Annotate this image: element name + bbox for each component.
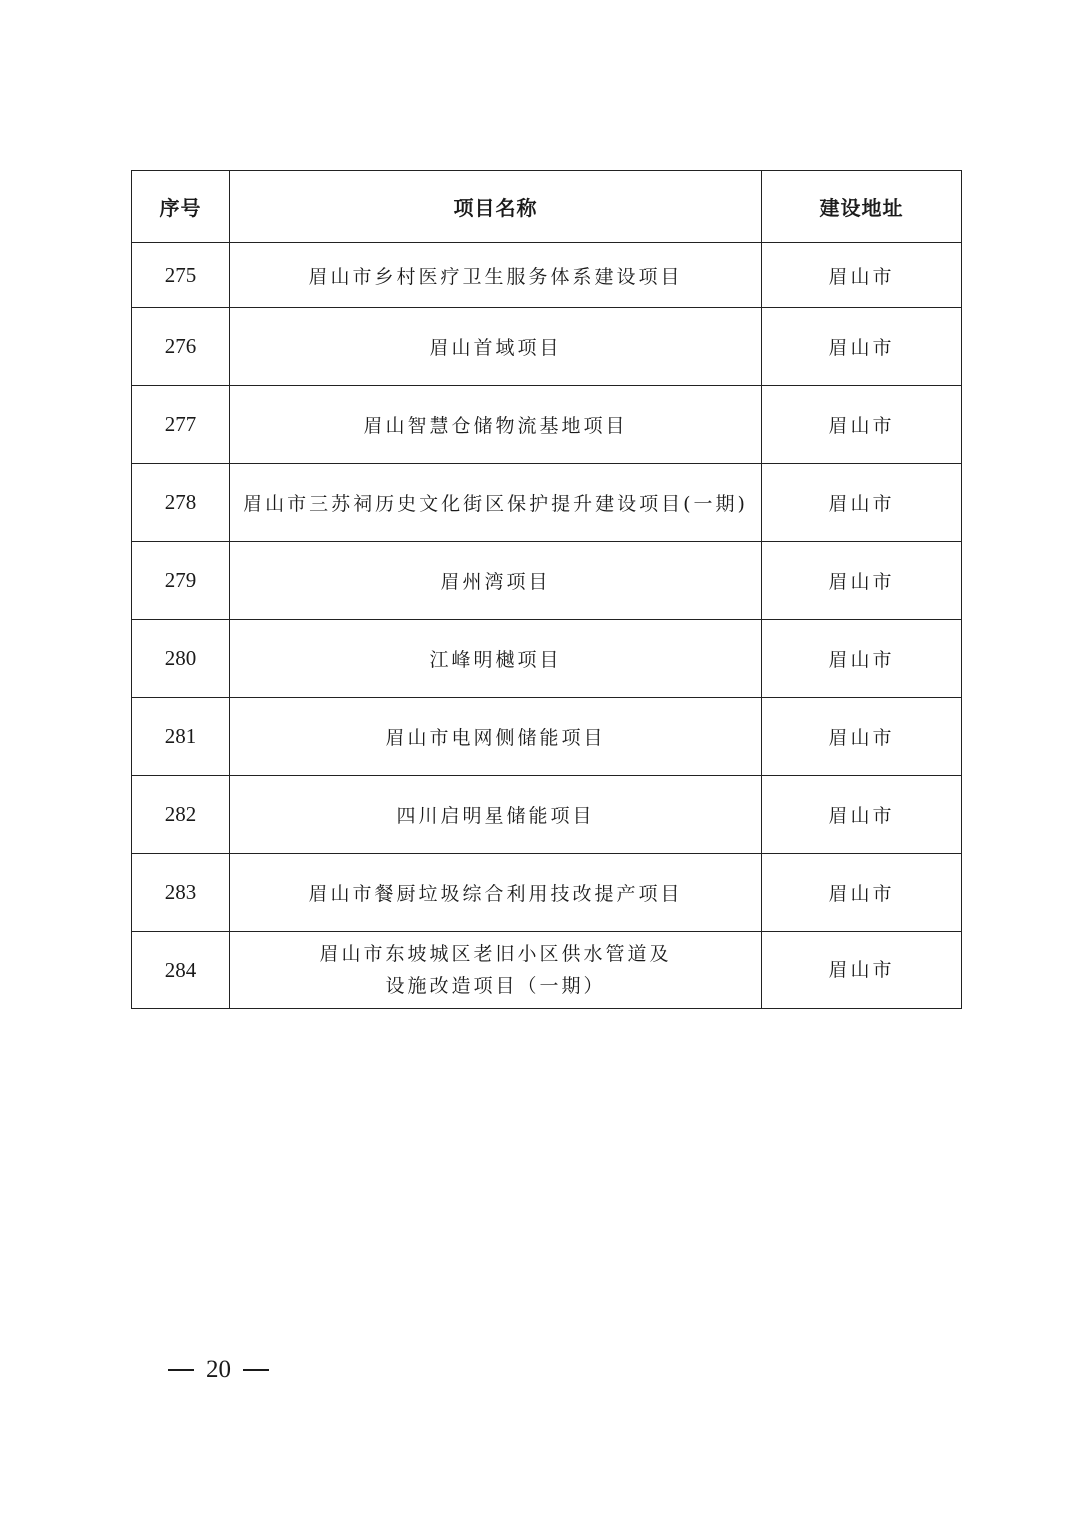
page-footer	[168, 1352, 269, 1388]
table-row	[132, 542, 962, 620]
project-name-line: 眉山市三苏祠历史文化街区保护提升建设项目(一期)	[243, 493, 748, 515]
row-project-name	[230, 932, 762, 1009]
row-location: 眉山市	[762, 776, 962, 854]
footer-dash-left	[168, 1369, 194, 1371]
project-table	[131, 170, 962, 1009]
project-name-line: 眉山智慧仓储物流基地项目	[363, 415, 628, 437]
row-location: 眉山市	[762, 620, 962, 698]
row-location: 眉山市	[762, 932, 962, 1009]
table-row	[132, 932, 962, 1009]
footer-dash-right	[243, 1369, 269, 1371]
project-name-line: 眉山首域项目	[429, 337, 562, 359]
row-serial-number: 282	[132, 776, 230, 854]
row-project-name	[230, 243, 762, 308]
row-project-name	[230, 776, 762, 854]
row-project-name	[230, 542, 762, 620]
row-location: 眉山市	[762, 308, 962, 386]
row-project-name	[230, 464, 762, 542]
row-serial-number: 283	[132, 854, 230, 932]
page-number: 20	[206, 1356, 231, 1383]
project-name-line: 眉山市电网侧储能项目	[385, 727, 606, 749]
project-name-line: 眉山市乡村医疗卫生服务体系建设项目	[308, 265, 683, 288]
row-project-name	[230, 308, 762, 386]
table-row	[132, 464, 962, 542]
table-row	[132, 698, 962, 776]
project-name-line: 眉州湾项目	[440, 571, 551, 593]
row-location: 眉山市	[762, 698, 962, 776]
row-project-name	[230, 386, 762, 464]
row-project-name	[230, 698, 762, 776]
table-row	[132, 308, 962, 386]
header-project-name: 项目名称	[230, 171, 762, 243]
table-row	[132, 620, 962, 698]
project-name-line: 眉山市餐厨垃圾综合利用技改提产项目	[308, 883, 683, 905]
table-header-row	[132, 171, 962, 243]
project-name-line: 设施改造项目（一期）	[385, 975, 606, 997]
table-row	[132, 854, 962, 932]
row-location: 眉山市	[762, 243, 962, 308]
project-name-line: 眉山市东坡城区老旧小区供水管道及	[319, 943, 672, 965]
table-row	[132, 776, 962, 854]
row-location: 眉山市	[762, 386, 962, 464]
row-serial-number: 275	[132, 243, 230, 308]
row-project-name	[230, 854, 762, 932]
header-location: 建设地址	[762, 171, 962, 243]
table-row	[132, 386, 962, 464]
row-serial-number: 280	[132, 620, 230, 698]
row-project-name	[230, 620, 762, 698]
row-serial-number: 279	[132, 542, 230, 620]
row-serial-number: 276	[132, 308, 230, 386]
row-serial-number: 281	[132, 698, 230, 776]
row-serial-number: 284	[132, 932, 230, 1009]
project-name-line: 江峰明樾项目	[429, 649, 562, 671]
header-serial-number: 序号	[132, 171, 230, 243]
row-serial-number: 278	[132, 464, 230, 542]
row-location: 眉山市	[762, 542, 962, 620]
row-location: 眉山市	[762, 464, 962, 542]
row-serial-number: 277	[132, 386, 230, 464]
row-location: 眉山市	[762, 854, 962, 932]
project-name-line: 四川启明星储能项目	[396, 805, 595, 827]
table-row	[132, 243, 962, 308]
